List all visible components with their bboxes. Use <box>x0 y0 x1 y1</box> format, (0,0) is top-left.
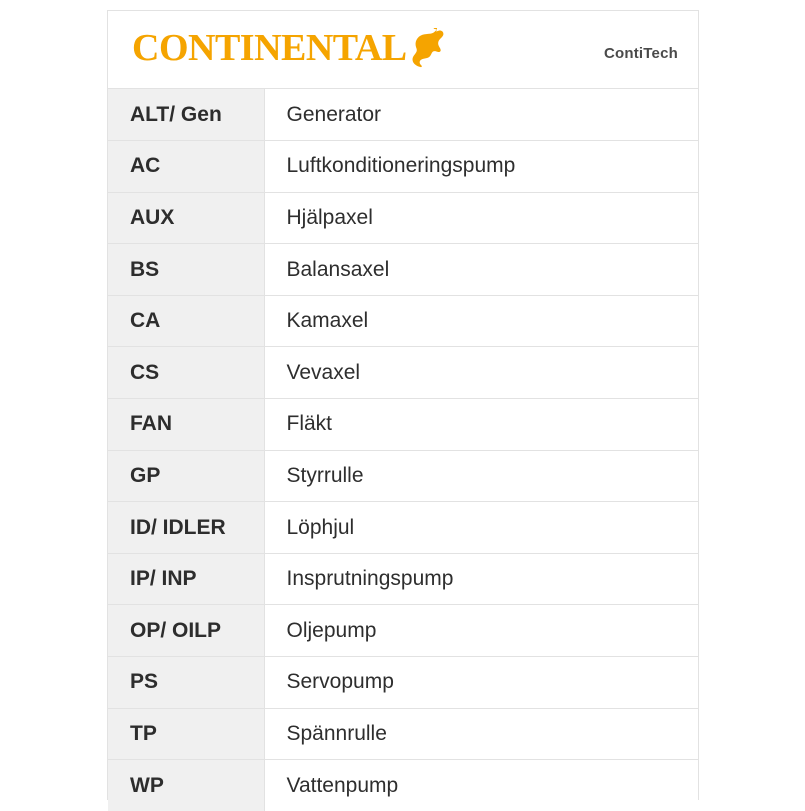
description-cell: Vattenpump <box>264 760 698 811</box>
description-cell: Spännrulle <box>264 708 698 760</box>
code-cell: AUX <box>108 192 264 244</box>
brand-header <box>108 11 698 89</box>
code-cell: TP <box>108 708 264 760</box>
abbreviation-table <box>108 89 698 811</box>
description-cell: Insprutningspump <box>264 553 698 605</box>
code-cell: ALT/ Gen <box>108 89 264 141</box>
abbreviation-sheet <box>107 10 699 800</box>
description-cell: Luftkonditioneringspump <box>264 141 698 193</box>
description-cell: Fläkt <box>264 399 698 451</box>
description-cell: Servopump <box>264 657 698 709</box>
table-row <box>108 295 698 347</box>
table-row <box>108 605 698 657</box>
brand-wordmark: CONTINENTAL <box>132 27 407 69</box>
horse-logo-icon <box>411 28 445 68</box>
code-cell: OP/ OILP <box>108 605 264 657</box>
code-cell: AC <box>108 141 264 193</box>
code-cell: BS <box>108 244 264 296</box>
table-row <box>108 347 698 399</box>
code-cell: CA <box>108 295 264 347</box>
code-cell: ID/ IDLER <box>108 502 264 554</box>
description-cell: Kamaxel <box>264 295 698 347</box>
description-cell: Hjälpaxel <box>264 192 698 244</box>
contitech-wordmark: ContiTech <box>603 45 678 62</box>
code-cell: WP <box>108 760 264 811</box>
table-row <box>108 141 698 193</box>
table-row <box>108 89 698 141</box>
description-cell: Oljepump <box>264 605 698 657</box>
code-cell: FAN <box>108 399 264 451</box>
table-row <box>108 657 698 709</box>
table-row <box>108 502 698 554</box>
description-cell: Styrrulle <box>264 450 698 502</box>
table-row <box>108 244 698 296</box>
table-row <box>108 450 698 502</box>
table-row <box>108 553 698 605</box>
table-row <box>108 708 698 760</box>
description-cell: Balansaxel <box>264 244 698 296</box>
code-cell: IP/ INP <box>108 553 264 605</box>
description-cell: Generator <box>264 89 698 141</box>
description-cell: Vevaxel <box>264 347 698 399</box>
table-row <box>108 192 698 244</box>
table-row <box>108 399 698 451</box>
description-cell: Löphjul <box>264 502 698 554</box>
table-row <box>108 760 698 811</box>
code-cell: PS <box>108 657 264 709</box>
code-cell: GP <box>108 450 264 502</box>
continental-logo <box>132 28 445 68</box>
code-cell: CS <box>108 347 264 399</box>
